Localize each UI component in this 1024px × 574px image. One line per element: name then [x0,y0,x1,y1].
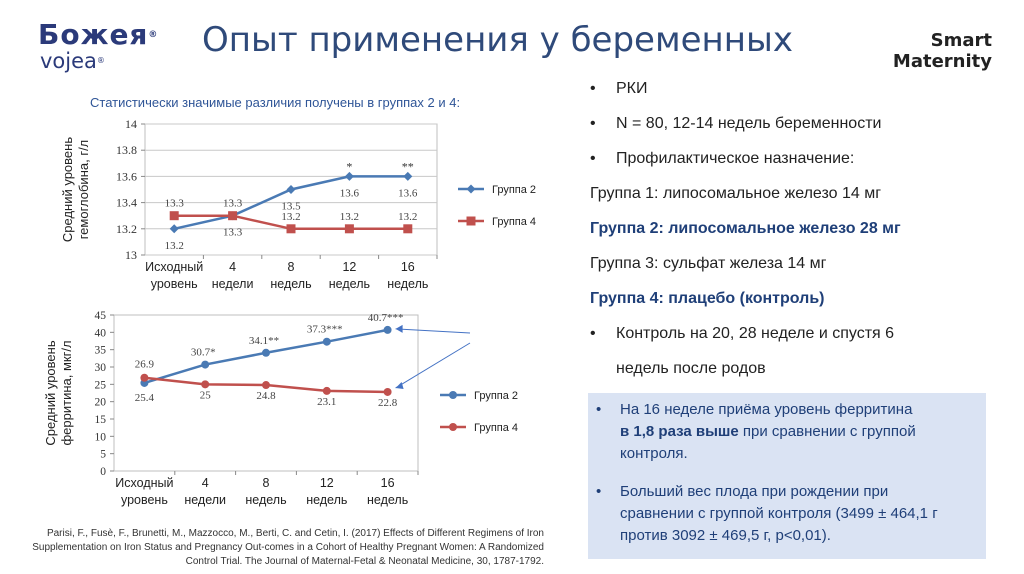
citation: Parisi, F., Fusè, F., Brunetti, M., Mazzocco, M., Berti, C. and Cetin, I. (2017) Effects of Different Regimens of Iron Supplementation on Iron Status and Pregnancy Out-comes in a Cohort of Healthy Pregnant Women: A Randomized Control Trial. The Journal of Maternal-Fetal & Neonatal Medicine, 30, 1787-1792. [32,528,544,567]
data-label: 26.9 [134,358,155,371]
data-point [140,374,148,382]
ferritin-chart [0,295,570,515]
data-label: 25.4 [134,391,155,404]
data-point [262,381,270,389]
data-label: 13.2 [339,210,360,223]
y-tick-label: 10 [94,431,106,444]
y-tick-label: 14 [125,117,137,131]
data-point [201,380,209,388]
y-axis-label-line1: Средний уровень [43,340,58,446]
data-label: 13.2 [164,239,184,252]
page-title: Опыт применения у беременных [202,20,793,60]
y-tick-label: 15 [94,414,106,426]
y-tick-label: 5 [100,448,106,461]
data-point [228,211,237,220]
data-point [323,387,331,395]
hemoglobin-chart [0,105,570,300]
brand-line-smart: Smart [930,30,992,51]
x-tick-label: 4 [229,260,237,274]
data-point [287,224,296,233]
legend-label: Группа 4 [474,422,519,434]
result-item-fetal-weight [596,481,966,547]
data-point [323,338,331,346]
data-point [201,361,209,369]
chart-subtitle: Статистически значимые различия получены в группах 2 и 4: [90,95,461,110]
data-point [287,185,296,194]
legend-swatch-marker [449,391,457,399]
brand-line-maternity: Maternity [892,51,992,72]
y-tick-label: 0 [100,466,106,478]
data-label: 22.8 [377,396,398,409]
data-label: 13.2 [281,210,301,223]
pointer-arrow-line [396,343,470,388]
y-axis-label-line1: Средний уровень [60,136,75,243]
pointer-arrowhead [396,325,403,333]
brand-label [893,30,992,72]
data-point [170,224,179,233]
y-tick-label: 40 [94,327,106,340]
significance-marker: ** [401,159,414,174]
data-point [170,211,179,220]
y-tick-label: 13.6 [116,169,137,184]
y-tick-label: 13.8 [116,143,137,158]
x-tick-label: 12 [319,476,334,490]
study-detail-line [590,255,826,273]
x-tick-label: 16 [380,476,395,490]
study-detail-line [590,80,648,98]
study-detail-text: Группа 1: липосомальное железо 14 мг [590,185,882,202]
significance-marker: * [346,159,353,174]
legend-swatch-marker [449,423,457,431]
data-label: 30.7* [190,346,216,359]
data-label: 23.1 [317,395,337,408]
data-label: 13.5 [281,200,301,213]
data-label: 13.6 [398,187,418,200]
data-label: 13.6 [339,187,360,200]
x-tick-label: 8 [262,476,270,490]
results-box [588,393,986,559]
x-tick-label: недель [245,493,287,507]
legend-label: Группа 4 [492,216,537,228]
legend-label: Группа 2 [492,184,537,196]
study-detail-text: Группа 3: сульфат железа 14 мг [590,255,827,272]
x-tick-label: недель [328,277,371,291]
y-tick-label: 13.4 [116,195,137,210]
data-label: 13.3 [222,226,243,239]
x-tick-label: уровень [150,277,198,291]
x-tick-label: недели [211,277,254,291]
x-tick-label: Исходный [115,476,174,490]
study-detail-text: РКИ [616,80,648,97]
x-tick-label: недель [306,493,348,507]
data-label: 13.3 [222,197,243,210]
y-tick-label: 30 [94,362,106,374]
pointer-arrowhead [396,382,404,389]
study-detail-text: N = 80, 12-14 недель беременности [616,115,882,132]
study-detail-line [590,290,825,308]
logo-registered-mark-small: ® [96,56,105,65]
data-point [345,224,354,233]
data-point [384,326,392,334]
study-detail-line [590,185,881,203]
study-detail-line [590,220,901,238]
study-detail-text: Контроль на 20, 28 неделе и спустя 6 [616,325,895,342]
x-tick-label: 12 [342,260,357,274]
data-label: 34.1** [248,334,280,347]
data-label: 24.8 [256,390,276,403]
data-point [384,388,392,396]
x-tick-label: 4 [201,476,209,490]
result-ferritin-emphasis: в 1,8 раза выше [620,423,739,440]
legend-label: Группа 2 [474,390,519,402]
study-detail-text: недель после родов [616,360,766,377]
data-point [262,349,270,357]
study-detail-line [590,325,894,343]
pointer-arrow-line [396,329,470,333]
result-item-ferritin [596,399,966,465]
x-tick-label: 8 [287,260,295,274]
legend-swatch-marker [467,185,476,194]
data-label: 13.2 [398,210,418,223]
logo-wordmark-cyrillic: Божея [38,18,149,51]
data-label: 40.7*** [367,311,404,324]
study-detail-text: Группа 2: липосомальное железо 28 мг [590,220,901,237]
study-detail-text: Профилактическое назначение: [616,150,855,167]
data-label: 37.3*** [306,323,343,336]
y-tick-label: 45 [94,310,106,322]
x-tick-label: недель [366,493,409,507]
data-label: 13.3 [164,197,184,210]
y-tick-label: 20 [94,396,106,409]
y-axis-label-line2: ферритина, мкг/л [59,340,74,446]
vojea-logo [38,20,158,72]
logo-registered-mark: ® [148,30,159,40]
legend-swatch-marker [467,217,476,226]
logo-wordmark-latin: vojea [40,49,97,73]
study-detail-line [590,150,854,168]
x-tick-label: недель [270,277,312,291]
y-tick-label: 35 [94,344,106,357]
data-point [403,224,412,233]
x-tick-label: уровень [120,493,168,507]
y-tick-label: 25 [94,379,106,392]
study-detail-line [590,360,766,378]
study-detail-line [590,115,881,133]
x-tick-label: Исходный [145,260,204,274]
data-label: 25 [199,389,211,402]
study-detail-text: Группа 4: плацебо (контроль) [590,290,825,307]
y-axis-label-line2: гемоглобина, г/л [76,139,91,240]
y-tick-label: 13 [125,248,137,262]
x-tick-label: недели [184,493,227,507]
result-ferritin-text-end: при сравнении с группой контроля. [620,423,916,462]
y-tick-label: 13.2 [116,221,137,236]
result-ferritin-text: На 16 неделе приёма уровень ферритина [620,401,913,418]
x-tick-label: 16 [400,260,415,274]
x-tick-label: недель [387,277,429,291]
result-fetal-weight-text: • Больший вес плода при рождении при сравнении с группой контроля (3499 ± 464,1 г против 3092 ± 469,5 г, p<0,01). [620,483,938,544]
